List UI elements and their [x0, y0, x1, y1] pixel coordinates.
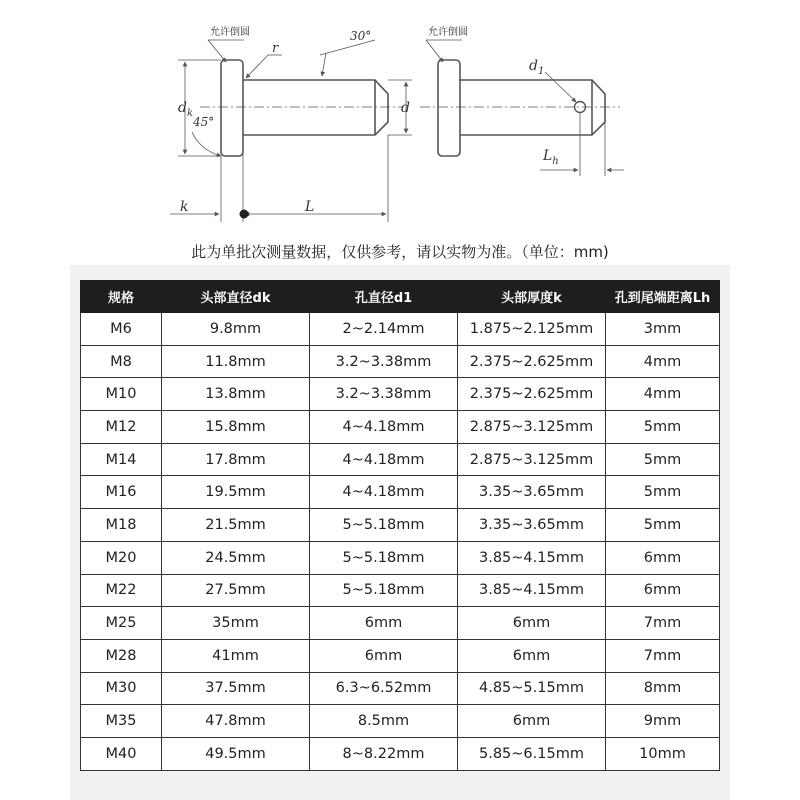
- pin-head-right: [438, 60, 460, 156]
- table-cell: 2~2.14mm: [310, 313, 458, 346]
- table-cell: 19.5mm: [162, 476, 310, 509]
- table-cell: 6mm: [606, 574, 720, 607]
- table-row: [81, 639, 720, 672]
- table-cell: 4~4.18mm: [310, 476, 458, 509]
- table-cell: 5mm: [606, 443, 720, 476]
- table-cell: 5~5.18mm: [310, 541, 458, 574]
- table-header-row: [81, 281, 720, 313]
- table-row: [81, 411, 720, 444]
- table-cell: 1.875~2.125mm: [458, 313, 606, 346]
- column-header: 头部直径dk: [162, 281, 310, 313]
- spec-size-cell: M14: [81, 443, 162, 476]
- spec-size-cell: M16: [81, 476, 162, 509]
- table-row: [81, 509, 720, 542]
- spec-size-cell: M22: [81, 574, 162, 607]
- spec-size-cell: M30: [81, 672, 162, 705]
- table-cell: 9.8mm: [162, 313, 310, 346]
- table-cell: 27.5mm: [162, 574, 310, 607]
- spec-size-cell: M35: [81, 705, 162, 738]
- table-cell: 7mm: [606, 639, 720, 672]
- table-cell: 4~4.18mm: [310, 411, 458, 444]
- table-cell: 17.8mm: [162, 443, 310, 476]
- label-Lh: $L_h$: [543, 148, 559, 167]
- table-cell: 47.8mm: [162, 705, 310, 738]
- table-cell: 49.5mm: [162, 737, 310, 770]
- table-row: [81, 541, 720, 574]
- table-cell: 3.85~4.15mm: [458, 574, 606, 607]
- table-cell: 5mm: [606, 411, 720, 444]
- pin-side-view-right: [420, 60, 620, 156]
- pin-shank-right: [460, 80, 605, 135]
- table-cell: 6mm: [458, 705, 606, 738]
- table-cell: 4.85~5.15mm: [458, 672, 606, 705]
- label-k: k: [180, 199, 189, 215]
- table-cell: 4mm: [606, 378, 720, 411]
- table-cell: 5mm: [606, 476, 720, 509]
- table-row: [81, 345, 720, 378]
- column-header: 规格: [81, 281, 162, 313]
- table-cell: 9mm: [606, 705, 720, 738]
- technical-drawing: [0, 0, 800, 240]
- datum-dot: [240, 210, 249, 219]
- column-header: 头部厚度k: [458, 281, 606, 313]
- table-cell: 3.35~3.65mm: [458, 476, 606, 509]
- table-row: [81, 737, 720, 770]
- table-cell: 8~8.22mm: [310, 737, 458, 770]
- table-cell: 6mm: [458, 639, 606, 672]
- table-cell: 10mm: [606, 737, 720, 770]
- table-body: [81, 313, 720, 771]
- table-row: [81, 607, 720, 640]
- table-cell: 6mm: [310, 607, 458, 640]
- spec-size-cell: M25: [81, 607, 162, 640]
- table-cell: 2.875~3.125mm: [458, 411, 606, 444]
- measurement-note: 此为单批次测量数据，仅供参考，请以实物为准。（单位：mm): [191, 243, 609, 261]
- table-cell: 6mm: [606, 541, 720, 574]
- table-row: [81, 313, 720, 346]
- table-cell: 13.8mm: [162, 378, 310, 411]
- spec-size-cell: M18: [81, 509, 162, 542]
- table-cell: 5mm: [606, 509, 720, 542]
- table-cell: 3.35~3.65mm: [458, 509, 606, 542]
- table-row: [81, 443, 720, 476]
- table-cell: 21.5mm: [162, 509, 310, 542]
- table-cell: 7mm: [606, 607, 720, 640]
- table-cell: 4mm: [606, 345, 720, 378]
- table-cell: 8.5mm: [310, 705, 458, 738]
- table-cell: 24.5mm: [162, 541, 310, 574]
- table-row: [81, 672, 720, 705]
- table-cell: 11.8mm: [162, 345, 310, 378]
- pin-head: [221, 60, 243, 156]
- pin-shank: [243, 80, 388, 135]
- chamfer-note-right: 允许倒圆: [428, 27, 468, 38]
- table-cell: 37.5mm: [162, 672, 310, 705]
- table-cell: 4~4.18mm: [310, 443, 458, 476]
- table-cell: 41mm: [162, 639, 310, 672]
- spec-size-cell: M28: [81, 639, 162, 672]
- label-d1: $d_1$: [529, 58, 545, 77]
- table-cell: 6mm: [310, 639, 458, 672]
- table-row: [81, 476, 720, 509]
- spec-table: [80, 280, 720, 771]
- table-row: [81, 574, 720, 607]
- spec-size-cell: M10: [81, 378, 162, 411]
- table-cell: 5.85~6.15mm: [458, 737, 606, 770]
- table-row: [81, 705, 720, 738]
- pin-side-view-left: [200, 60, 402, 156]
- column-header: 孔直径d1: [310, 281, 458, 313]
- table-cell: 35mm: [162, 607, 310, 640]
- table-cell: 2.375~2.625mm: [458, 378, 606, 411]
- table-cell: 3.2~3.38mm: [310, 378, 458, 411]
- label-angle-45: 45°: [193, 115, 215, 129]
- table-cell: 6mm: [458, 607, 606, 640]
- label-dk: $d_k$: [178, 100, 194, 119]
- table-cell: 15.8mm: [162, 411, 310, 444]
- table-row: [81, 378, 720, 411]
- table-cell: 2.375~2.625mm: [458, 345, 606, 378]
- table-cell: 3.2~3.38mm: [310, 345, 458, 378]
- table-cell: 3.85~4.15mm: [458, 541, 606, 574]
- table-cell: 6.3~6.52mm: [310, 672, 458, 705]
- table-cell: 5~5.18mm: [310, 574, 458, 607]
- label-d: d: [401, 100, 410, 116]
- chamfer-note-left: 允许倒圆: [210, 27, 250, 38]
- spec-size-cell: M6: [81, 313, 162, 346]
- spec-size-cell: M8: [81, 345, 162, 378]
- label-angle-30: 30°: [350, 29, 372, 43]
- table-cell: 3mm: [606, 313, 720, 346]
- spec-size-cell: M12: [81, 411, 162, 444]
- spec-size-cell: M20: [81, 541, 162, 574]
- column-header: 孔到尾端距离Lh: [606, 281, 720, 313]
- spec-size-cell: M40: [81, 737, 162, 770]
- table-cell: 5~5.18mm: [310, 509, 458, 542]
- table-cell: 2.875~3.125mm: [458, 443, 606, 476]
- table-cell: 8mm: [606, 672, 720, 705]
- label-r: r: [272, 41, 279, 56]
- label-L: L: [305, 199, 315, 215]
